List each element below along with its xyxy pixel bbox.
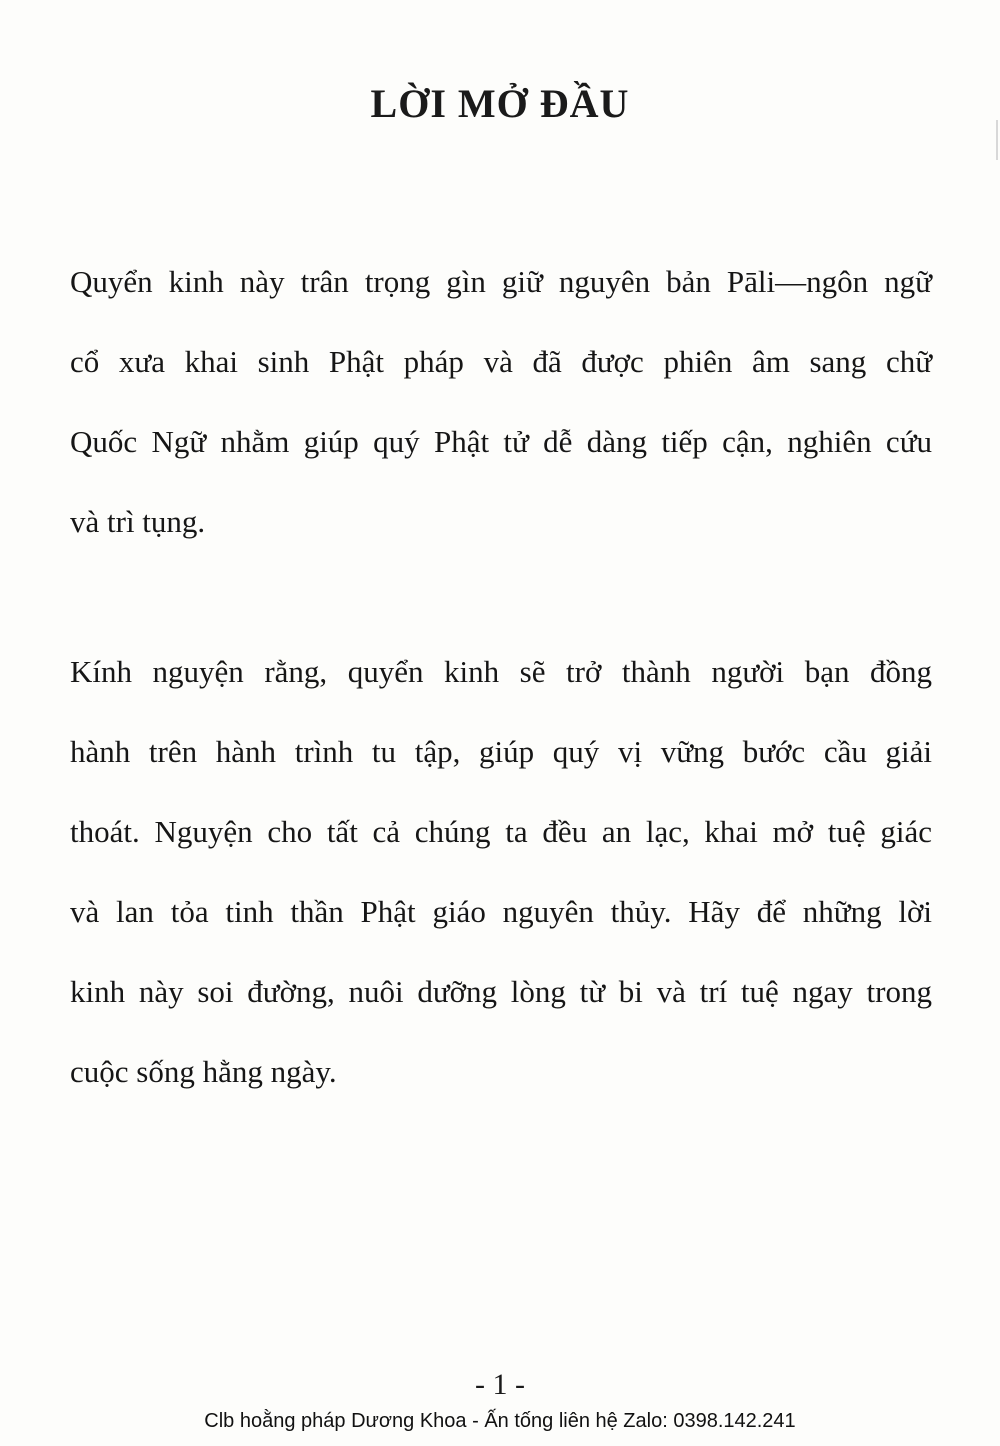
text-line: và trì tụng. — [70, 504, 206, 539]
footer-credit: Clb hoằng pháp Dương Khoa - Ấn tống liên hệ Zalo: 0398.142.241 — [204, 1410, 796, 1432]
page-number: - 1 - — [475, 1368, 525, 1401]
paragraph-intro — [70, 262, 932, 582]
text-line: kinh này soi đường, nuôi dưỡng lòng từ bi và trí tuệ ngay trong — [70, 974, 932, 1009]
text-line: Kính nguyện rằng, quyển kinh sẽ trở thành người bạn đồng — [70, 654, 932, 689]
text-line: và lan tỏa tinh thần Phật giáo nguyên thủy. Hãy để những lời — [70, 894, 932, 929]
page-title: LỜI MỞ ĐẦU — [370, 81, 630, 126]
text-line: cổ xưa khai sinh Phật pháp và đã được phiên âm sang chữ — [70, 344, 932, 379]
paragraph-wish — [70, 652, 932, 1132]
text-line: Quốc Ngữ nhằm giúp quý Phật tử dễ dàng tiếp cận, nghiên cứu — [70, 424, 932, 459]
text-line: thoát. Nguyện cho tất cả chúng ta đều an lạc, khai mở tuệ giác — [70, 814, 932, 849]
text-line: Quyển kinh này trân trọng gìn giữ nguyên bản Pāli—ngôn ngữ — [70, 264, 932, 299]
text-line: hành trên hành trình tu tập, giúp quý vị vững bước cầu giải — [70, 734, 932, 769]
text-line: cuộc sống hằng ngày. — [70, 1054, 337, 1089]
